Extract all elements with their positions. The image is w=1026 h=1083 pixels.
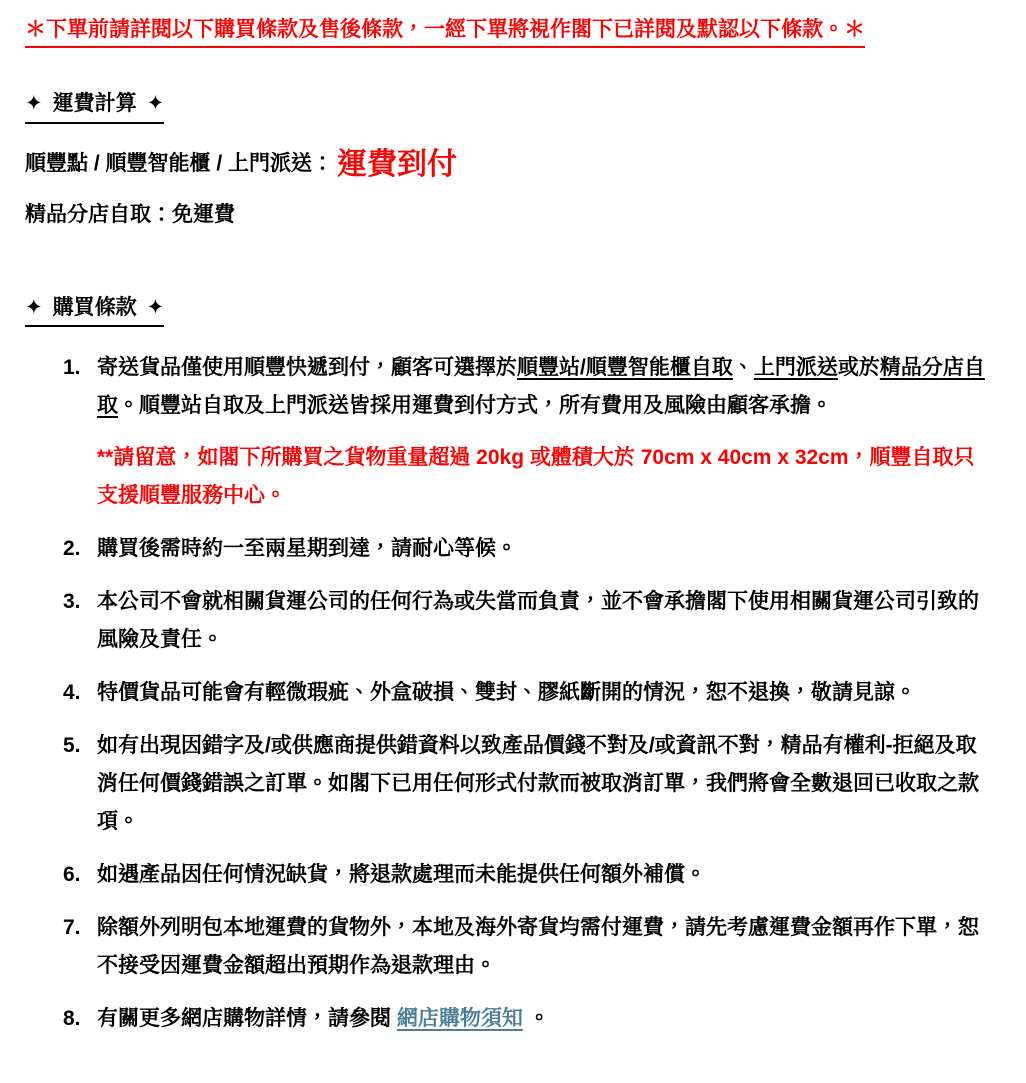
term-number: 3.: [63, 590, 81, 614]
term-item-1: [63, 349, 996, 515]
four-pointed-star-icon: ✦: [146, 296, 165, 320]
shipping-heading-label: 運費計算: [52, 92, 137, 116]
term-number: 8.: [63, 1007, 81, 1031]
term-number: 1.: [63, 356, 81, 380]
pickup-option-store: 精品分店自取: [97, 356, 985, 418]
four-pointed-star-icon: ✦: [25, 92, 43, 116]
term-8-text: 有關更多網店購物詳情，請參閱 網店購物須知 。: [97, 1007, 550, 1031]
term-item-5: [63, 727, 996, 841]
shipping-section: [25, 90, 996, 123]
four-pointed-star-icon: ✦: [25, 296, 43, 320]
top-notice: ＊下單前請詳閱以下購買條款及售後條款，一經下單將視作閣下已詳閱及默認以下條款。＊: [25, 16, 865, 48]
terms-list: [25, 349, 996, 1038]
term-1-text: 寄送貨品僅使用順豐快遞到付，顧客可選擇於順豐站/順豐智能櫃自取、上門派送或於精品分店自取。順豐站自取及上門派送皆採用運費到付方式，所有費用及風險由顧客承擔。: [97, 356, 985, 418]
store-pickup-value: 免運費: [172, 202, 235, 226]
term-item-6: [63, 856, 996, 894]
term-3-text: 本公司不會就相關貨運公司的任何行為或失當而負責，並不會承擔閣下使用相關貨運公司引致的風險及責任。: [97, 590, 979, 652]
store-pickup-label: 精品分店自取：: [25, 202, 172, 226]
terms-section: [25, 294, 996, 327]
term-6-text: 如遇產品因任何情況缺貨，將退款處理而未能提供任何額外補償。: [97, 863, 706, 887]
term-number: 2.: [63, 537, 81, 561]
term-item-4: [63, 674, 996, 712]
term-4-text: 特價貨品可能會有輕微瑕疵、外盒破損、雙封、膠紙斷開的情況，恕不退換，敬請見諒。: [97, 681, 916, 705]
delivery-fee-line: [25, 148, 996, 181]
term-5-text: 如有出現因錯字及/或供應商提供錯資料以致產品價錢不對及/或資訊不對，精品有權利-拒絕及取消任何價錢錯誤之訂單。如閣下已用任何形式付款而被取消訂單，我們將會全數退回已收取之款項。: [97, 734, 979, 834]
term-number: 6.: [63, 863, 81, 887]
four-pointed-star-icon: ✦: [146, 92, 165, 116]
term-number: 7.: [63, 916, 81, 940]
delivery-methods-label: 順豐點 / 順豐智能櫃 / 上門派送：: [25, 152, 334, 176]
term-number: 5.: [63, 734, 81, 758]
weight-size-limit-note: **請留意，如閣下所購買之貨物重量超過 20kg 或體積大於 70cm x 40cm x 32cm，順豐自取只支援順豐服務中心。: [97, 446, 975, 508]
term-item-8: [63, 1000, 996, 1038]
term-item-2: [63, 530, 996, 568]
term-7-text: 除額外列明包本地運費的貨物外，本地及海外寄貨均需付運費，請先考慮運費金額再作下單，恕不接受因運費金額超出預期作為退款理由。: [97, 916, 979, 978]
term-2-text: 購買後需時約一至兩星期到達，請耐心等候。: [97, 537, 517, 561]
terms-heading-label: 購買條款: [52, 296, 137, 320]
term-number: 4.: [63, 681, 81, 705]
term-item-3: [63, 583, 996, 659]
store-pickup-fee-line: [25, 199, 996, 231]
term-item-7: [63, 909, 996, 985]
pickup-option-home-delivery: 上門派送: [753, 356, 838, 380]
online-shopping-guide-link[interactable]: 網店購物須知: [396, 1007, 523, 1031]
shipping-section-heading: [25, 90, 164, 123]
terms-section-heading: [25, 294, 164, 327]
pickup-option-sf-station: 順豐站/順豐智能櫃自取: [517, 356, 733, 380]
delivery-fee-value: 運費到付: [337, 147, 458, 181]
